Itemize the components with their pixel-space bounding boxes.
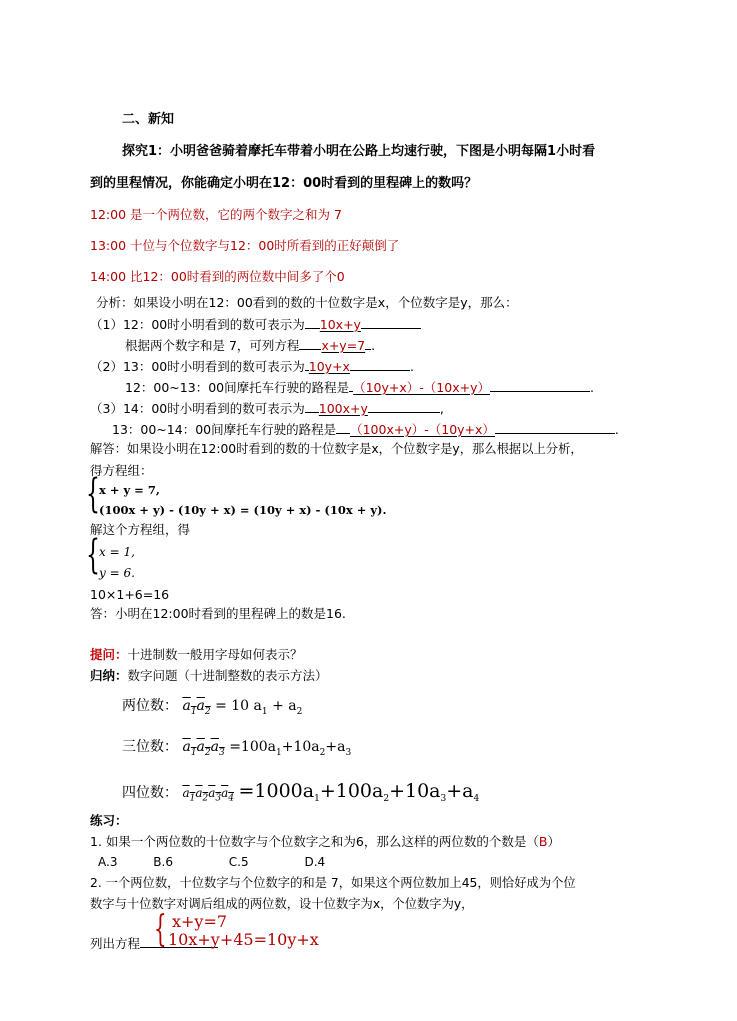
formula-two-label: 两位数： xyxy=(122,698,178,714)
analysis-line-4: 12：00~13：00间摩托车行驶的路程是 （10y+x）-（10x+y） . xyxy=(125,380,594,395)
analysis-line-2: 根据两个数字和是 7，可列方程 x+y=7 . xyxy=(125,338,376,353)
practice-q1-options xyxy=(98,855,325,869)
analysis-line-3: （2）13：00时小明看到的数可表示为 10y+x . xyxy=(90,359,414,374)
analysis-answer-4: （10y+x）-（10x+y） xyxy=(353,380,490,395)
final-answer: 答：小明在12:00时看到的里程碑上的数是16. xyxy=(90,606,346,621)
system-equation-1: x + y = 7, xyxy=(99,483,160,497)
analysis-answer-2: x+y=7 xyxy=(321,338,366,353)
analysis-answer-6: （100x+y）-（10y+x） xyxy=(350,422,495,437)
option-b: B.6 xyxy=(153,855,173,869)
section-title: 二、新知 xyxy=(122,112,175,127)
explore-line-1: 探究1：小明爸爸骑着摩托车带着小明在公路上均速行驶，下图是小明每隔1小时看 xyxy=(122,144,596,159)
formula-three-term2: +10a xyxy=(281,739,320,755)
formula-two-digit: 两位数： $a_1a_2 = 10$ $a_1 + a_2$ xyxy=(122,698,303,717)
clue-1300: 13:00 十位与个位数字与12：00时所看到的正好颠倒了 xyxy=(90,238,400,253)
question xyxy=(90,647,303,662)
brace-equation-system: { xyxy=(86,471,100,517)
formula-four-digit: 四位数： $a_1a_2a_3a_4 =1000a_1+100a_2+10a_3+a_4$ xyxy=(122,780,480,804)
solve-instruction: 解这个方程组，得 xyxy=(90,522,191,537)
formula-four-term2: +100a xyxy=(319,780,384,802)
practice-q2-line-2: 数字与十位数字对调后组成的两位数，设十位数字为x，个位数字为y， xyxy=(90,897,474,911)
practice-q1-answer: B xyxy=(538,834,548,849)
practice-title: 练习： xyxy=(90,813,128,828)
solution-line-1: 解答：如果设小明在12:00时看到的数的十位数字是x，个位数字是y，那么根据以上分析， xyxy=(90,442,583,456)
analysis-line-5-text: （3）14：00时小明看到的数可表示为 xyxy=(90,401,305,416)
analysis-intro: 分析：如果设小明在12：00看到的数的十位数字是x，个位数字是y，那么： xyxy=(96,295,518,310)
analysis-line-4-text: 12：00~13：00间摩托车行驶的路程是 xyxy=(125,380,350,395)
formula-four-term3: +10a xyxy=(389,780,441,802)
summary-text: 数字问题（十进制整数的表示方法） xyxy=(127,668,328,683)
formula-three-term3: +a xyxy=(325,739,346,755)
system-equation-2: (100x + y) - (10y + x) = (10y + x) - (10x + y). xyxy=(99,503,387,517)
clue-1200: 12:00 是一个两位数，它的两个数字之和为 7 xyxy=(90,207,342,222)
brace-solution: { xyxy=(86,532,100,578)
option-c: C.5 xyxy=(228,855,249,869)
analysis-line-3-text: （2）13：00时小明看到的数可表示为 xyxy=(90,359,305,374)
formula-three-rhs: =100a xyxy=(229,739,276,755)
solution-x: x = 1, xyxy=(99,545,135,559)
analysis-answer-5: 100x+y xyxy=(318,401,368,416)
analysis-line-6: 13：00~14：00间摩托车行驶的路程是 （100x+y）-（10y+x） . xyxy=(112,422,619,437)
analysis-line-6-text: 13：00~14：00间摩托车行驶的路程是 xyxy=(112,422,337,437)
summary-label: 归纳： xyxy=(90,668,128,683)
practice-q2-equation-2: 10x+y+45=10y+x xyxy=(168,930,319,949)
formula-four-lhs: $a_1a_2a_3a_4$ xyxy=(182,786,235,804)
question-label: 提问： xyxy=(90,647,128,662)
practice-q2-label: 列出方程 xyxy=(90,936,141,951)
option-a: A.3 xyxy=(98,855,118,869)
analysis-line-1 xyxy=(90,316,421,332)
explore-line-2: 到的里程情况，你能确定小明在12：00时看到的里程碑上的数吗？ xyxy=(90,176,478,191)
analysis-line-5: （3）14：00时小明看到的数可表示为 100x+y , xyxy=(90,401,444,416)
analysis-line-1-text: （1）12：00时小明看到的数可表示为 xyxy=(90,317,305,332)
analysis-answer-1: 10x+y xyxy=(319,317,361,332)
practice-brace: { xyxy=(154,909,167,950)
formula-three-label: 三位数： xyxy=(122,739,178,755)
formula-two-lhs: $a_1a_2$ xyxy=(182,698,211,717)
analysis-line-2-text: 根据两个数字和是 7，可列方程 xyxy=(125,338,300,353)
analysis-answer-3: 10y+x xyxy=(308,359,350,374)
summary xyxy=(90,668,328,683)
calculation: 10×1+6=16 xyxy=(90,587,170,602)
solution-line-2: 得方程组： xyxy=(90,463,153,478)
formula-four-term4: +a xyxy=(446,780,474,802)
formula-four-label: 四位数： xyxy=(122,785,178,801)
formula-two-plus: + a xyxy=(272,698,297,714)
formula-three-lhs: $a_1a_2a_3$ xyxy=(182,739,225,758)
practice-q2-equation-1: x+y=7 xyxy=(172,912,228,931)
practice-q1: 1. 如果一个两位数的十位数字与个位数字之和为6，那么这样的两位数的个数是（B） xyxy=(90,834,560,849)
question-text: 十进制数一般用字母如何表示？ xyxy=(127,647,303,662)
practice-q2-line-1: 2. 一个两位数，十位数字与个位数字的和是 7，如果这个两位数加上45，则恰好成为个位 xyxy=(90,876,576,890)
practice-q1-text: 1. 如果一个两位数的十位数字与个位数字之和为6，那么这样的两位数的个数是（ xyxy=(90,834,539,849)
formula-three-digit: 三位数： $a_1a_2a_3 =100a_1+10a_2+a_3$ xyxy=(122,739,352,758)
formula-four-rhs: =1000a xyxy=(238,780,315,802)
clue-1400: 14:00 比12：00时看到的两位数中间多了个0 xyxy=(90,269,345,284)
option-d: D.4 xyxy=(304,855,326,869)
formula-two-rhs: = 10 a xyxy=(215,698,262,714)
solution-y: y = 6. xyxy=(99,566,135,580)
